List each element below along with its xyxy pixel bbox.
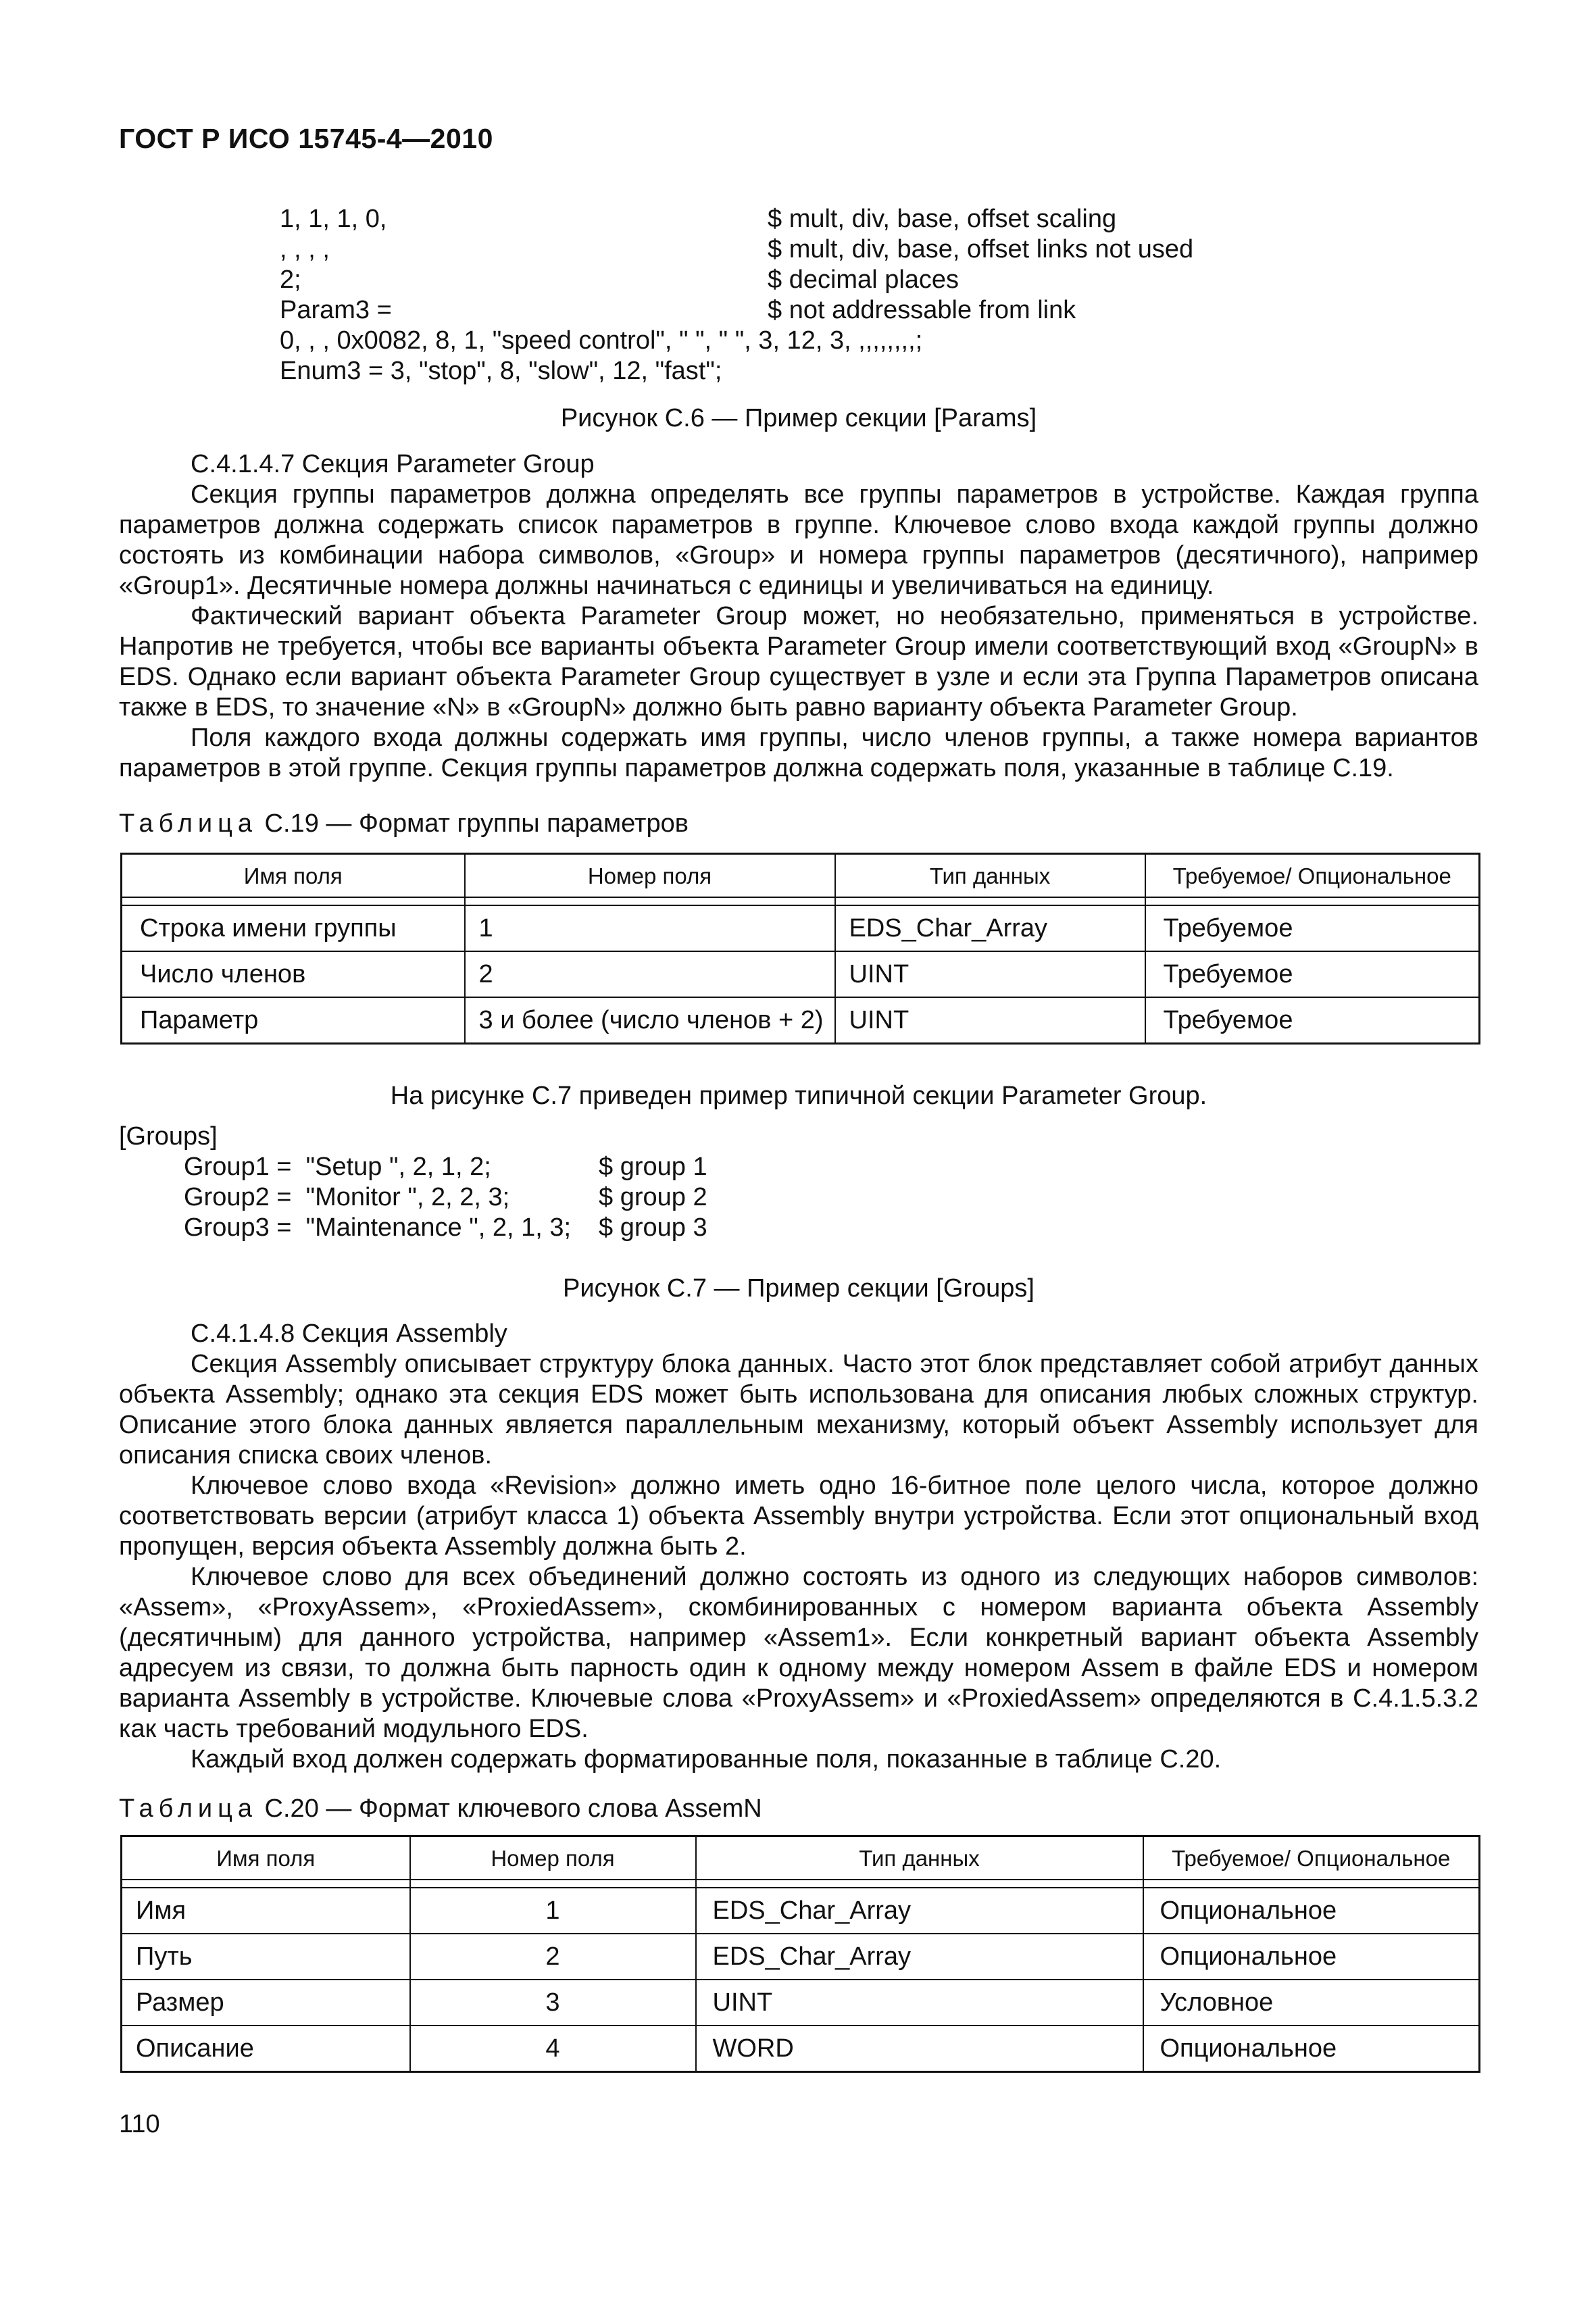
table-header-row [122,854,1480,898]
code-line: , , , , [280,235,330,263]
header-cell: Номер поля [465,854,835,898]
paragraph: Ключевое слово входа «Revision» должно иметь одно 16-битное поле целого числа, которое должно соответствовать версии (атрибут класса 1) объекта Assembly внутри устройства. Если этот опциональный вход пропущен, версия объекта Assembly должна быть 2. [119,1472,1478,1561]
paragraph: Секция Assembly описывает структуру блока данных. Часто этот блок представляет собой атрибут данных объекта Assembly; однако эта секция EDS может быть использована для описания любых сложных структур. Описание этого блока данных является параллельным механизму, который объект Assembly использует для описания списка своих членов. [119,1350,1478,1469]
table-row [122,1980,1480,2026]
section-heading-param-group: С.4.1.4.7 Секция Parameter Group [191,450,595,478]
table-row [122,1934,1480,1980]
table-c20 [120,1835,1480,2073]
code-line: 0, , , 0x0082, 8, 1, "speed control", " ", " ", 3, 12, 3, ,,,,,,,,; [280,326,923,355]
table-cell: 3 и более (число членов + 2) [465,997,835,1044]
header-cell: Требуемое/ Опциональное [1145,854,1480,898]
table-cell: EDS_Char_Array [696,1888,1143,1934]
table-cell: 2 [465,951,835,997]
table-row [122,1888,1480,1934]
paragraph: Фактический вариант объекта Parameter Group может, но необязательно, применяться в устройстве. Напротив не требуется, чтобы все варианты объекта Parameter Group имели соответствующий вход «GroupN» в EDS. Однако если вариант объекта Parameter Group существует в узле и если эта Группа Параметров описана также в EDS, то значение «N» в «GroupN» должно быть равно варианту объекта Parameter Group. [119,602,1478,722]
table-cell: Требуемое [1145,951,1480,997]
paragraph: Поля каждого входа должны содержать имя группы, число членов группы, а также номера вариантов параметров в этой группе. Секция группы параметров должна содержать поля, указанные в таблице С.19. [119,724,1478,782]
code-line: Group2 = "Monitor ", 2, 2, 3; [184,1183,510,1211]
table-title-c19 [119,809,689,839]
code-line: 2; [280,266,301,294]
table-cell: Путь [122,1934,410,1980]
document-header: ГОСТ Р ИСО 15745-4—2010 [119,123,493,154]
table-cell: 1 [465,905,835,951]
code-line: Group1 = "Setup ", 2, 1, 2; [184,1153,491,1181]
paragraph: Секция группы параметров должна определять все группы параметров в устройстве. Каждая группа параметров должна содержать список параметров в группе. Ключевое слово входа каждой группы должно состоять из комбинации набора символов, «Group» и номера группы параметров (десятичного), например «Group1». Десятичные номера должны начинаться с единицы и увеличиваться на единицу. [119,480,1478,600]
paragraph: Ключевое слово для всех объединений должно состоять из одного из следующих наборов символов: «Assem», «ProxyAssem», «ProxiedAssem», скомбинированных с номером варианта объекта Assembly (десятичным) для данного устройства, например «Assem1». Если конкретный вариант объекта Assembly адресуем из связи, то должна быть парность один к одному между номером Assem в файле EDS и номером варианта Assembly в устройстве. Ключевые слова «ProxyAssem» и «ProxiedAssem» определяются в С.4.1.5.3.2 как часть требований модульного EDS. [119,1563,1478,1743]
header-cell: Номер поля [410,1836,696,1880]
code-comment: $ group 3 [599,1213,707,1242]
header-cell: Имя поля [122,854,465,898]
table-cell: UINT [835,997,1145,1044]
table-row [122,951,1480,997]
page-number: 110 [119,2110,160,2138]
code-comment: $ group 1 [599,1153,707,1181]
section-body-assembly [119,1349,1478,1775]
table-cell: 1 [410,1888,696,1934]
table-row [122,905,1480,951]
header-cell: Тип данных [696,1836,1143,1880]
table-cell: Размер [122,1980,410,2026]
figure-caption-c7: Рисунок С.7 — Пример секции [Groups] [562,1274,1034,1303]
figure-caption-c6: Рисунок С.6 — Пример секции [Params] [560,404,1037,432]
table-cell: Строка имени группы [122,905,465,951]
header-cell: Требуемое/ Опциональное [1143,1836,1480,1880]
table-cell: UINT [835,951,1145,997]
code-line: Enum3 = 3, "stop", 8, "slow", 12, "fast"; [280,357,722,385]
table-cell: Параметр [122,997,465,1044]
table-cell: 4 [410,2026,696,2072]
table-cell: Требуемое [1145,997,1480,1044]
section-heading-assembly: С.4.1.4.8 Секция Assembly [191,1319,507,1348]
table-cell: UINT [696,1980,1143,2026]
header-separator [122,1880,1480,1888]
table-cell: WORD [696,2026,1143,2072]
section-body-param-group [119,480,1478,784]
table-row [122,997,1480,1044]
code-line: Param3 = [280,296,392,324]
table-cell: 3 [410,1980,696,2026]
code-comment: $ mult, div, base, offset scaling [768,205,1117,233]
table-row [122,2026,1480,2072]
code-comment: $ mult, div, base, offset links not used [768,235,1194,263]
table-cell: EDS_Char_Array [835,905,1145,951]
table-c19 [120,853,1480,1045]
table-cell: Опциональное [1143,1934,1480,1980]
table-cell: Имя [122,1888,410,1934]
table-cell: 2 [410,1934,696,1980]
header-cell: Тип данных [835,854,1145,898]
table-cell: Число членов [122,951,465,997]
table-title-text: С.20 — Формат ключевого слова AssemN [257,1794,762,1823]
header-separator [122,897,1480,905]
code-line: 1, 1, 1, 0, [280,205,387,233]
table-cell: Требуемое [1145,905,1480,951]
table-cell: Описание [122,2026,410,2072]
groups-intro: На рисунке С.7 приведен пример типичной секции Parameter Group. [390,1082,1207,1110]
code-comment: $ group 2 [599,1183,707,1211]
table-title-text: С.19 — Формат группы параметров [257,809,689,838]
code-comment: $ decimal places [768,266,959,294]
header-cell: Имя поля [122,1836,410,1880]
table-cell: Опциональное [1143,2026,1480,2072]
table-cell: EDS_Char_Array [696,1934,1143,1980]
groups-section-label: [Groups] [119,1122,218,1151]
table-title-c20 [119,1794,762,1824]
table-title-prefix: Таблица [119,1794,257,1823]
table-cell: Условное [1143,1980,1480,2026]
table-header-row [122,1836,1480,1880]
table-title-prefix: Таблица [119,809,257,838]
table-cell: Опциональное [1143,1888,1480,1934]
code-comment: $ not addressable from link [768,296,1076,324]
paragraph: Каждый вход должен содержать форматированные поля, показанные в таблице С.20. [191,1745,1222,1774]
code-line: Group3 = "Maintenance ", 2, 1, 3; [184,1213,572,1242]
